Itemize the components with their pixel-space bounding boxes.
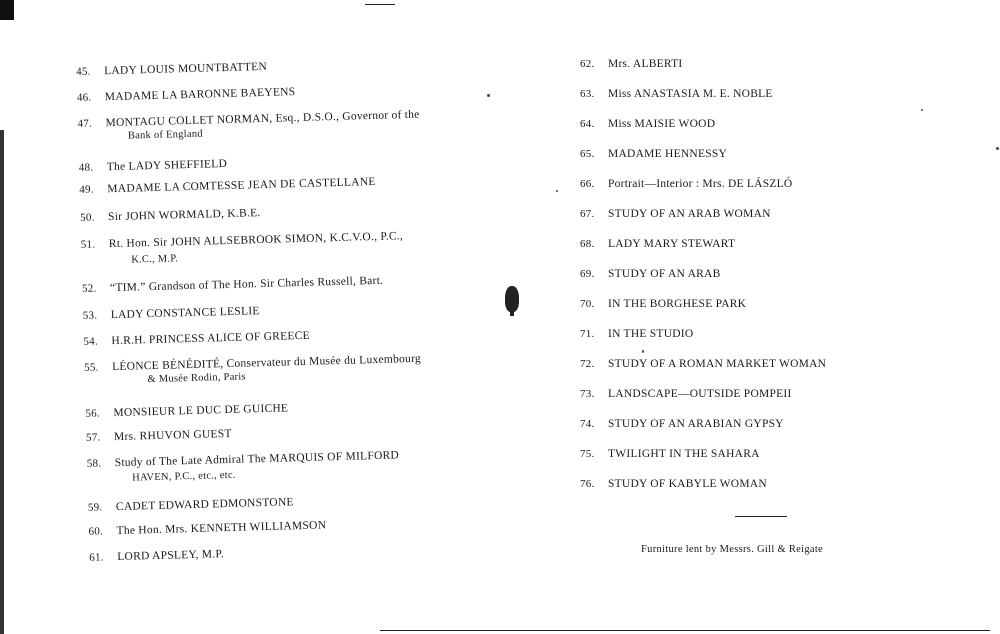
- catalogue-entry: [580, 178, 793, 190]
- entry-number: 55.: [84, 361, 99, 374]
- entry-title: IN THE BORGHESE PARK: [608, 298, 747, 310]
- entry-subtitle: & Musée Rodin, Paris: [147, 371, 246, 386]
- entry-number: 73.: [580, 388, 595, 400]
- speck: [642, 350, 644, 353]
- entry-number: 50.: [79, 211, 95, 224]
- catalogue-entry: [580, 358, 826, 370]
- entry-title: Miss ANASTASIA M. E. NOBLE: [608, 88, 773, 100]
- catalogue-entry: [580, 298, 746, 310]
- entry-title: STUDY OF A ROMAN MARKET WOMAN: [608, 358, 827, 370]
- entry-title: Rt. Hon. Sir JOHN ALLSEBROOK SIMON, K.C.V.O., P.C.,: [108, 230, 404, 251]
- catalogue-entry: [79, 158, 228, 174]
- entry-title: The Hon. Mrs. KENNETH WILLIAMSON: [116, 519, 327, 538]
- catalogue-entry: [580, 148, 727, 160]
- catalogue-entry: [580, 88, 773, 100]
- entry-title: Study of The Late Admiral The MARQUIS OF MILFORD: [114, 449, 400, 470]
- entry-number: 67.: [580, 208, 595, 220]
- furniture-credit: Furniture lent by Messrs. Gill & Reigate: [641, 544, 824, 555]
- entry-title: MONTAGU COLLET NORMAN, Esq., D.S.O., Governor of the: [105, 108, 420, 130]
- catalogue-entry: [82, 275, 383, 295]
- entry-title: Portrait—Interior : Mrs. DE LÁSZLÓ: [608, 178, 793, 190]
- entry-title: MONSIEUR LE DUC DE GUICHE: [113, 402, 289, 420]
- left-page-list: [76, 55, 476, 564]
- entry-number: 72.: [580, 358, 595, 370]
- entry-title: STUDY OF KABYLE WOMAN: [608, 478, 767, 490]
- entry-title: The LADY SHEFFIELD: [106, 157, 228, 174]
- catalogue-entry: [88, 496, 294, 514]
- entry-number: 54.: [83, 335, 99, 348]
- scan-edge-mark-left: [0, 130, 4, 634]
- entry-number: 68.: [580, 238, 595, 250]
- catalogue-entry: [77, 108, 420, 142]
- entry-number: 47.: [77, 117, 93, 130]
- entry-number: 70.: [580, 298, 595, 310]
- entry-number: 51.: [80, 238, 96, 251]
- entry-number: 64.: [580, 118, 595, 130]
- catalogue-entry: [580, 478, 767, 490]
- entry-title: “TIM.” Grandson of The Hon. Sir Charles Russell, Bart.: [109, 274, 384, 295]
- entry-title: STUDY OF AN ARAB WOMAN: [608, 208, 771, 220]
- entry-number: 59.: [87, 501, 103, 514]
- catalogue-entry: [79, 176, 376, 196]
- scan-edge-mark-top: [0, 0, 14, 20]
- entry-number: 62.: [580, 58, 595, 70]
- catalogue-entry: [580, 448, 760, 460]
- entry-number: 76.: [580, 478, 595, 490]
- entry-number: 57.: [85, 431, 101, 444]
- entry-number: 75.: [580, 448, 595, 460]
- catalogue-entry: [580, 268, 721, 280]
- catalogue-entry: [88, 519, 326, 537]
- entry-number: 58.: [86, 457, 102, 470]
- speck: [921, 109, 923, 111]
- catalogue-entry: [85, 402, 288, 419]
- entry-number: 60.: [88, 525, 104, 538]
- entry-title: TWILIGHT IN THE SAHARA: [608, 448, 760, 460]
- catalogue-entry: [580, 208, 771, 220]
- catalogue-entry: [83, 330, 310, 348]
- speck: [556, 190, 558, 192]
- entry-title: MADAME LA COMTESSE JEAN DE CASTELLANE: [107, 175, 376, 196]
- catalogue-entry: [580, 238, 735, 250]
- catalogue-entry: [580, 328, 693, 340]
- entry-number: 63.: [580, 88, 595, 100]
- entry-subtitle: K.C., M.P.: [131, 253, 179, 266]
- catalogue-entry: [80, 230, 404, 266]
- entry-title: Mrs. ALBERTI: [608, 58, 683, 70]
- entry-title: CADET EDWARD EDMONSTONE: [115, 496, 294, 514]
- catalogue-entry: [580, 118, 715, 130]
- entry-title: MADAME LA BARONNE BAEYENS: [104, 86, 296, 104]
- entry-title: Miss MAISIE WOOD: [608, 118, 716, 130]
- entry-number: 74.: [580, 418, 595, 430]
- entry-number: 46.: [76, 91, 92, 104]
- entry-title: LANDSCAPE—OUTSIDE POMPEII: [608, 388, 792, 400]
- entry-title: Mrs. RHUVON GUEST: [113, 427, 232, 444]
- entry-number: 45.: [76, 65, 91, 78]
- entry-title: STUDY OF AN ARABIAN GYPSY: [608, 418, 784, 430]
- binding-ornament: [505, 286, 519, 312]
- scan-edge-line-bottom: [380, 630, 990, 631]
- scan-edge-line-top: [365, 4, 395, 5]
- entry-number: 71.: [580, 328, 595, 340]
- catalogue-entry: [580, 418, 784, 430]
- catalogue-entry: [80, 207, 261, 224]
- entry-subtitle: Bank of England: [127, 128, 203, 142]
- entry-title: H.R.H. PRINCESS ALICE OF GREECE: [111, 329, 311, 348]
- entry-title: STUDY OF AN ARAB: [608, 268, 721, 280]
- entry-subtitle: HAVEN, P.C., etc., etc.: [132, 469, 236, 484]
- entry-number: 69.: [580, 268, 595, 280]
- catalogue-entry: [580, 58, 683, 70]
- catalogue-entry: [580, 388, 792, 400]
- entry-number: 66.: [580, 178, 595, 190]
- entry-title: LADY CONSTANCE LESLIE: [110, 305, 260, 322]
- entry-title: IN THE STUDIO: [608, 328, 694, 340]
- entry-title: LADY LOUIS MOUNTBATTEN: [103, 60, 268, 78]
- catalogue-entry: [86, 449, 400, 484]
- entry-title: LADY MARY STEWART: [608, 238, 736, 250]
- entry-number: 56.: [85, 407, 101, 420]
- catalogue-entry: [89, 548, 224, 564]
- entry-number: 53.: [82, 309, 98, 322]
- entry-title: MADAME HENNESSY: [608, 148, 728, 160]
- divider-rule: [735, 516, 787, 517]
- catalogue-entry: [84, 352, 422, 386]
- speck: [996, 147, 999, 150]
- entry-number: 65.: [580, 148, 595, 160]
- catalogue-entry: [77, 86, 296, 104]
- entry-title: LÉONCE BÉNÉDITÉ, Conservateur du Musée du Luxembourg: [111, 352, 422, 374]
- entry-title: LORD APSLEY, M.P.: [117, 548, 225, 564]
- entry-number: 61.: [89, 551, 104, 564]
- entry-number: 48.: [78, 161, 94, 174]
- catalogue-entry: [83, 305, 260, 322]
- entry-number: 52.: [81, 282, 97, 295]
- entry-number: 49.: [79, 183, 95, 196]
- catalogue-entry: [76, 61, 267, 78]
- entry-title: Sir JOHN WORMALD, K.B.E.: [107, 207, 261, 224]
- catalogue-entry: [86, 428, 232, 444]
- speck: [487, 94, 490, 97]
